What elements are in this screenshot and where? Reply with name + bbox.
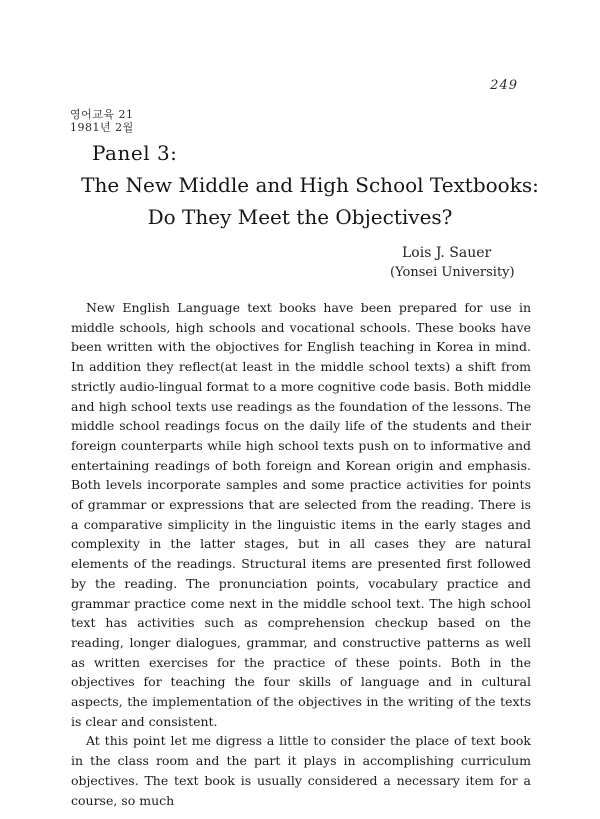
journal-date: 1981년 2월 xyxy=(70,121,134,134)
journal-info xyxy=(70,108,134,134)
page-number: 249 xyxy=(490,78,518,93)
panel-label: Panel 3: xyxy=(92,141,178,165)
author-affiliation: (Yonsei University) xyxy=(390,265,515,280)
body-paragraph: At this point let me digress a little to consider the place of text book in the class room and the part it plays in accomplishing curriculum objectives. The text book is usually considered a necessary item for a course, so much xyxy=(71,733,531,808)
body-paragraph: New English Language text books have been prepared for use in middle schools, high schools and vocational schools. These books have been written with the objoctives for English teaching in Korea in mind. In addition they reflect(at least in the middle school texts) a shift from strictly audio-lingual format to a more cognitive code basis. Both middle and high school texts use readings as the foundation of the lessons. The middle school readings focus on the daily life of the students and their foreign counterparts while high school texts push on to informative and entertaining readings of both foreign and Korean origin and emphasis. Both levels incorporate samples and some practice activities for points of grammar or expressions that are selected from the reading. There is a comparative simplicity in the linguistic items in the early stages and complexity in the latter stages, but in all cases they are natural elements of the readings. Structural items are presented first followed by the reading. The pronunciation points, vocabulary practice and grammar practice come next in the middle school text. The high school text has activities such as comprehension checkup based on the reading, longer dialogues, grammar, and constructive patterns as well as written exercises for the practice of these points. Both in the objectives for teaching the four skills of language and in cultural aspects, the implementation of the objectives in the writing of the texts is clear and consistent. xyxy=(71,300,531,729)
journal-volume: 영어교육 21 xyxy=(70,108,134,121)
author-name: Lois J. Sauer xyxy=(402,245,492,261)
article-body xyxy=(71,298,531,810)
article-title-line-2: Do They Meet the Objectives? xyxy=(147,205,453,229)
article-title-line-1: The New Middle and High School Textbooks: xyxy=(81,173,539,197)
